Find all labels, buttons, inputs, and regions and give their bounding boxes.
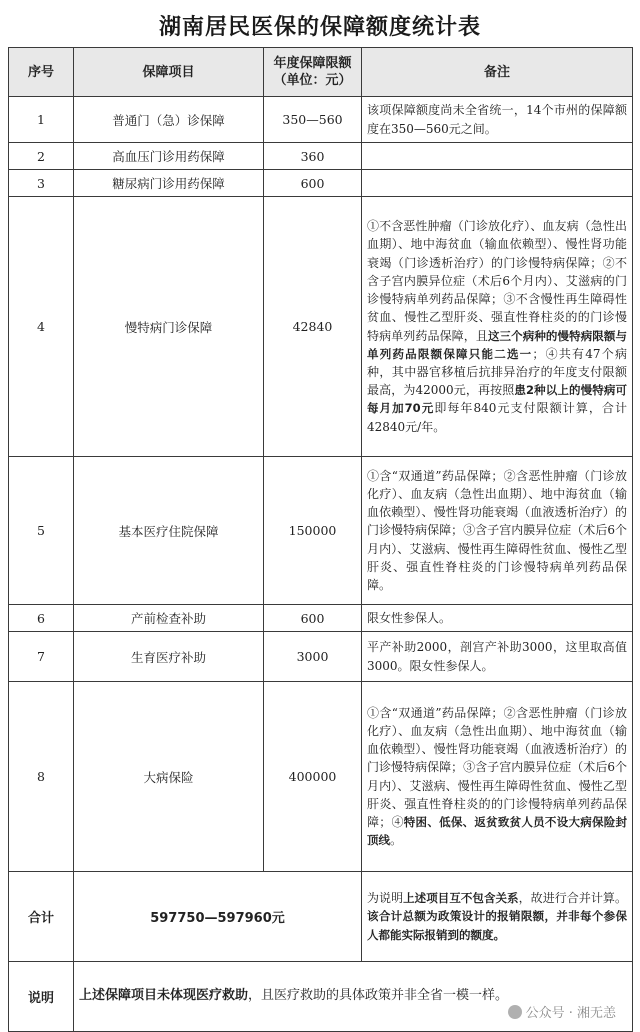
row-note: 限女性参保人。 [362, 605, 633, 632]
note-text: 即每年840元支付限额计算，合计42840元/年。 [367, 401, 627, 434]
row-limit: 42840 [264, 197, 362, 457]
row-note [362, 170, 633, 197]
row-seq: 8 [9, 682, 74, 872]
note-text: ，且医疗救助的具体政策并非全省一模一样。 [248, 988, 509, 1004]
note-emphasis: 这三个病种的慢特病限额与单列药品限额保障只能二选一 [367, 328, 627, 361]
page-title: 湖南居民医保的保障额度统计表 [158, 15, 481, 40]
total-note [362, 872, 633, 962]
explain-label: 说明 [9, 962, 74, 1032]
note-emphasis: 上述保障项目未体现医疗救助 [79, 988, 249, 1004]
wechat-icon [508, 1005, 522, 1019]
row-note [362, 197, 633, 457]
watermark [508, 1002, 616, 1021]
header-seq: 序号 [9, 48, 74, 97]
table-row [9, 143, 633, 170]
note-emphasis: 患2种以上的慢特病可每月加70元 [367, 383, 627, 416]
row-seq: 7 [9, 632, 74, 682]
row-note: ①含“双通道”药品保障；②含恶性肿瘤（门诊放化疗）、血友病（急性出血期）、地中海贫血（输血依赖型）、慢性肾功能衰竭（血液透析治疗）的门诊慢特病保障；③含子宫内膜异位症（术后6个月内）、艾滋病、慢性再生障碍性贫血、慢性乙型肝炎、强直性脊柱炎的门诊慢特病单列药品保障。 [362, 457, 633, 605]
row-limit: 600 [264, 605, 362, 632]
row-note [362, 143, 633, 170]
table-header-row [9, 48, 633, 97]
row-seq: 4 [9, 197, 74, 457]
row-item: 慢特病门诊保障 [74, 197, 264, 457]
total-row [9, 872, 633, 962]
explain-row [9, 962, 633, 1032]
row-seq: 3 [9, 170, 74, 197]
table-row [9, 632, 633, 682]
coverage-table [8, 47, 633, 1032]
table-row [9, 170, 633, 197]
row-item: 高血压门诊用药保障 [74, 143, 264, 170]
total-label: 合计 [9, 872, 74, 962]
header-limit: 年度保障限额（单位：元） [264, 48, 362, 97]
note-emphasis: 特困、低保、返贫致贫人员不设大病保险封顶线 [367, 814, 627, 848]
row-item: 大病保险 [74, 682, 264, 872]
row-limit: 360 [264, 143, 362, 170]
note-emphasis: 该合计总额为政策设计的报销限额，并非每个参保人都能实际报销到的额度。 [367, 909, 627, 942]
row-limit: 350—560 [264, 97, 362, 143]
row-note [362, 682, 633, 872]
header-note: 备注 [362, 48, 633, 97]
table-row [9, 197, 633, 457]
row-item: 生育医疗补助 [74, 632, 264, 682]
row-item: 普通门（急）诊保障 [74, 97, 264, 143]
row-note: 平产补助2000，剖宫产补助3000，这里取高值3000。限女性参保人。 [362, 632, 633, 682]
row-seq: 5 [9, 457, 74, 605]
table-row [9, 605, 633, 632]
note-text: ，故进行合并计算。 [518, 891, 627, 906]
row-seq: 6 [9, 605, 74, 632]
explain-text [74, 962, 633, 1032]
note-text: 为说明 [367, 891, 404, 906]
row-item: 糖尿病门诊用药保障 [74, 170, 264, 197]
row-limit: 3000 [264, 632, 362, 682]
note-text: 。 [390, 833, 403, 848]
row-limit: 400000 [264, 682, 362, 872]
row-seq: 2 [9, 143, 74, 170]
row-seq: 1 [9, 97, 74, 143]
note-text: ；④共有47个病种，其中器官移植后抗排异治疗的年度支付限额最高，为42000元，再按照 [367, 346, 627, 398]
watermark-text: 公众号 · 湘无恙 [525, 1006, 616, 1021]
table-row [9, 457, 633, 605]
table-row [9, 682, 633, 872]
note-text: ①不含恶性肿瘤（门诊放化疗）、血友病（急性出血期）、地中海贫血（输血依赖型）、慢性肾功能衰竭（门诊透析治疗）的门诊慢特病保障；②不含子宫内膜异位症（术后6个月内）、艾滋病的门诊慢特病单列药品保障；③不含慢性再生障碍性贫血、慢性乙型肝炎、强直性脊柱炎的的门诊慢特病单列药品保障，且 [367, 219, 627, 343]
row-note: 该项保障额度尚未全省统一，14个市州的保障额度在350—560元之间。 [362, 97, 633, 143]
note-emphasis: 上述项目互不包含关系 [403, 891, 519, 906]
row-item: 产前检查补助 [74, 605, 264, 632]
row-limit: 600 [264, 170, 362, 197]
header-item: 保障项目 [74, 48, 264, 97]
table-row [9, 97, 633, 143]
row-item: 基本医疗住院保障 [74, 457, 264, 605]
total-value: 597750—597960元 [74, 872, 362, 962]
note-text: ①含“双通道”药品保障；②含恶性肿瘤（门诊放化疗）、血友病（急性出血期）、地中海贫血（输血依赖型）、慢性肾功能衰竭（血液透析治疗）的门诊慢特病保障；③含子宫内膜异位症（术后6个月内）、艾滋病、慢性再生障碍性贫血、慢性乙型肝炎、强直性脊柱炎的的门诊慢特病单列药品保障；④ [367, 705, 627, 829]
row-limit: 150000 [264, 457, 362, 605]
